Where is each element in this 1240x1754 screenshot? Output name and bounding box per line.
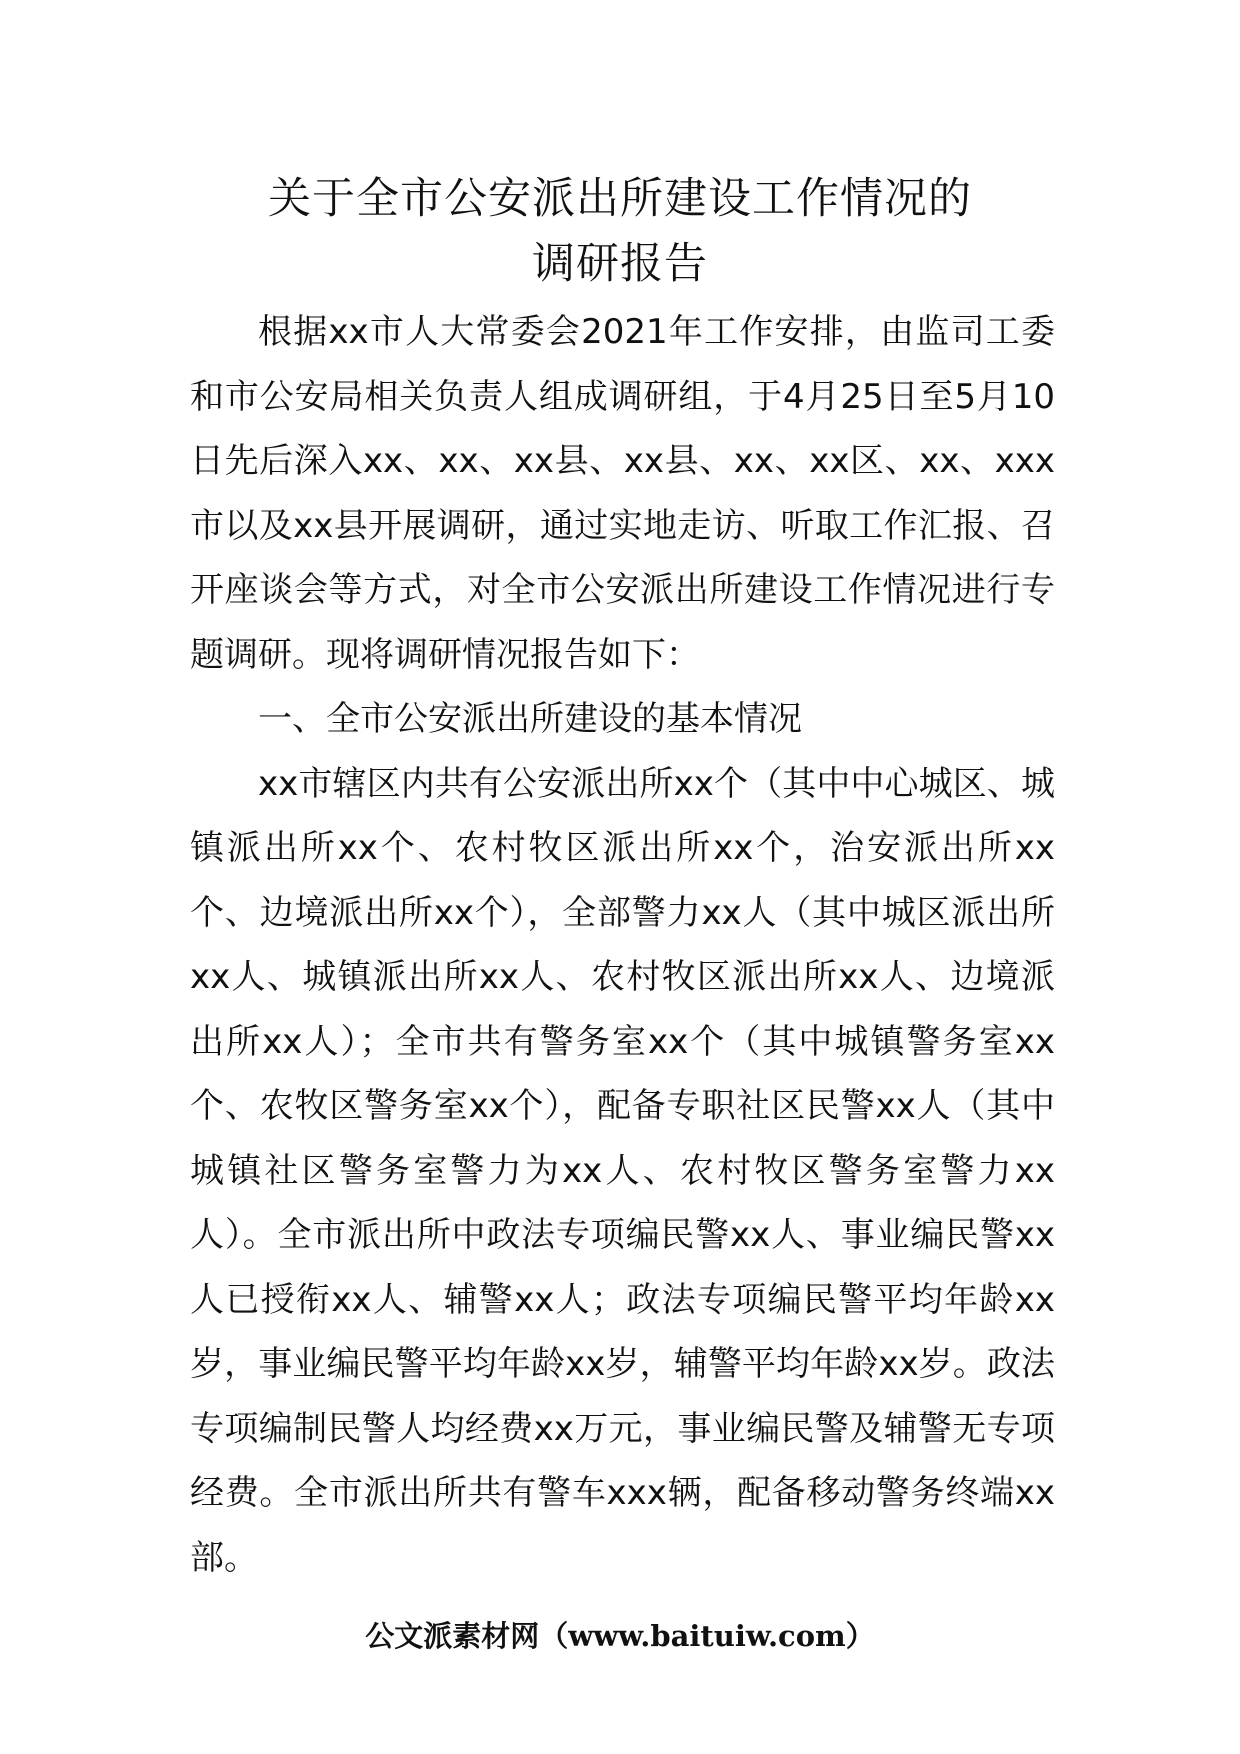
document-title-line-2: 调研报告 <box>532 239 708 289</box>
intro-paragraph: 根据xx市人大常委会2021年工作安排，由监司工委和市公安局相关负责人组成调研组，于4月25日至5月10日先后深入xx、xx、xx县、xx县、xx、xx区、xx、xxx市以及xx县开展调研，通过实地走访、听取工作汇报、召开座谈会等方式，对全市公安派出所建设工作情况进行专题调研。现将调研情况报告如下： <box>190 312 1055 675</box>
footer-source-text: 公文派素材网（www.baituiw.com） <box>365 1619 875 1653</box>
document-title-line-1: 关于全市公安派出所建设工作情况的 <box>268 174 972 224</box>
section-heading: 一、全市公安派出所建设的基本情况 <box>258 699 802 739</box>
body-paragraph: xx市辖区内共有公安派出所xx个（其中中心城区、城镇派出所xx个、农村牧区派出所xx个，治安派出所xx个、边境派出所xx个），全部警力xx人（其中城区派出所xx人、城镇派出所xx人、农村牧区派出所xx人、边境派出所xx人）；全市共有警务室xx个（其中城镇警务室xx个、农牧区警务室xx个），配备专职社区民警xx人（其中城镇社区警务室警力为xx人、农村牧区警务室警力xx人）。全市派出所中政法专项编民警xx人、事业编民警xx人已授衔xx人、辅警xx人；政法专项编民警平均年龄xx岁，事业编民警平均年龄xx岁，辅警平均年龄xx岁。政法专项编制民警人均经费xx万元，事业编民警及辅警无专项经费。全市派出所共有警车xxx辆，配备移动警务终端xx部。 <box>190 763 1055 1578</box>
document-body <box>190 300 1055 1590</box>
